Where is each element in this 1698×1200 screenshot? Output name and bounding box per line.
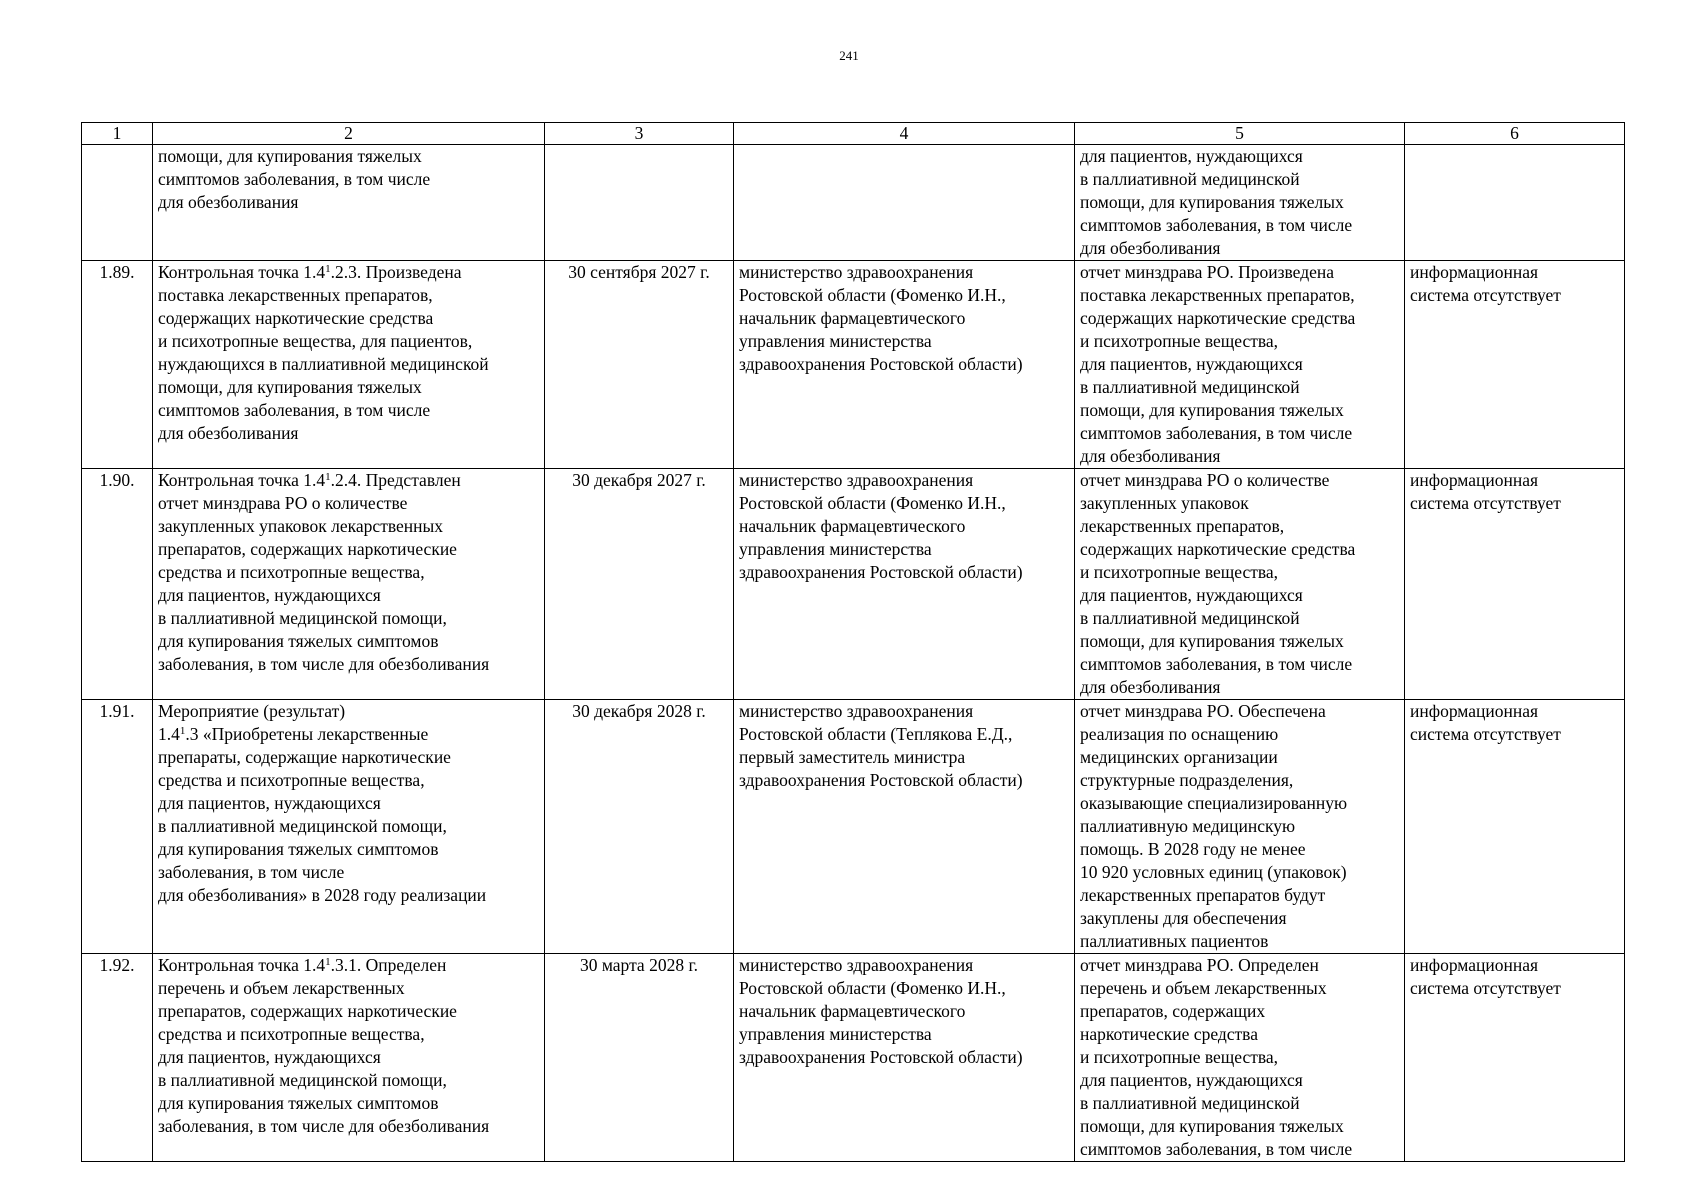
date-cell: 30 декабря 2028 г.: [545, 700, 734, 954]
text-line: заболевания, в том числе для обезболивания: [158, 1116, 490, 1136]
text-line: отчет минздрава РО о количестве: [1080, 470, 1330, 490]
text-line: для пациентов, нуждающихся: [1080, 146, 1303, 166]
text-line: симптомов заболевания, в том числе: [1080, 654, 1353, 674]
text-line: Ростовской области (Теплякова Е.Д.,: [739, 724, 1013, 744]
text-line: средства и психотропные вещества,: [158, 1024, 425, 1044]
description-cell: [153, 469, 545, 700]
responsible-cell: [734, 469, 1075, 700]
text-line: помощи, для купирования тяжелых: [158, 377, 422, 397]
text-line: Контрольная точка $1.4^1.2.3$. Произведена: [158, 262, 462, 282]
info-system-cell: [1405, 261, 1625, 469]
text-line: в паллиативной медицинской: [1080, 377, 1300, 397]
text-line: для пациентов, нуждающихся: [158, 793, 381, 813]
text-line: лекарственных препаратов,: [1080, 516, 1285, 536]
text-line: отчет минздрава РО о количестве: [158, 493, 408, 513]
row-number-cell: 1.91.: [82, 700, 153, 954]
text-line: Мероприятие (результат): [158, 701, 346, 721]
date-cell: 30 марта 2028 г.: [545, 954, 734, 1162]
text-line: здравоохранения Ростовской области): [739, 354, 1023, 374]
text-line: Контрольная точка $1.4^1.2.4$. Представлен: [158, 470, 461, 490]
date-cell: [545, 145, 734, 261]
text-line: закупленных упаковок лекарственных: [158, 516, 444, 536]
header-row: [82, 123, 1625, 145]
text-line: министерство здравоохранения: [739, 955, 974, 975]
text-line: закупленных упаковок: [1080, 493, 1249, 513]
text-line: начальник фармацевтического: [739, 1001, 966, 1021]
table-row: [82, 954, 1625, 1162]
text-line: нуждающихся в паллиативной медицинской: [158, 354, 489, 374]
text-line: начальник фармацевтического: [739, 308, 966, 328]
text-line: управления министерства: [739, 331, 932, 351]
text-line: поставка лекарственных препаратов,: [1080, 285, 1355, 305]
text-line: и психотропные вещества,: [1080, 331, 1279, 351]
text-line: помощь. В 2028 году не менее: [1080, 839, 1306, 859]
text-line: отчет минздрава РО. Обеспечена: [1080, 701, 1326, 721]
text-line: Контрольная точка $1.4^1.3.1$. Определен: [158, 955, 447, 975]
text-line: для обезболивания: [1080, 238, 1221, 258]
header-col-3: 3: [545, 123, 734, 145]
text-line: средства и психотропные вещества,: [158, 770, 425, 790]
header-col-6: 6: [1405, 123, 1625, 145]
text-line: для обезболивания» в 2028 году реализации: [158, 885, 487, 905]
text-line: система отсутствует: [1410, 493, 1561, 513]
text-line: в паллиативной медицинской: [1080, 169, 1300, 189]
text-line: помощи, для купирования тяжелых: [1080, 400, 1344, 420]
header-col-5: 5: [1075, 123, 1405, 145]
page-number: 241: [839, 48, 859, 63]
responsible-cell: [734, 145, 1075, 261]
row-number-cell: 1.89.: [82, 261, 153, 469]
text-line: для купирования тяжелых симптомов: [158, 631, 439, 651]
text-line: здравоохранения Ростовской области): [739, 1047, 1023, 1067]
text-line: закуплены для обеспечения: [1080, 908, 1287, 928]
text-line: система отсутствует: [1410, 978, 1561, 998]
text-line: паллиативную медицинскую: [1080, 816, 1296, 836]
text-line: первый заместитель министра: [739, 747, 966, 767]
info-system-cell: [1405, 469, 1625, 700]
document-cell: [1075, 469, 1405, 700]
text-line: информационная: [1410, 470, 1539, 490]
text-line: Ростовской области (Фоменко И.Н.,: [739, 978, 1006, 998]
superscript: 1: [325, 956, 331, 968]
text-line: отчет минздрава РО. Определен: [1080, 955, 1319, 975]
text-line: в паллиативной медицинской: [1080, 608, 1300, 628]
text-line: в паллиативной медицинской помощи,: [158, 1070, 447, 1090]
text-line: перечень и объем лекарственных: [1080, 978, 1327, 998]
text-line: здравоохранения Ростовской области): [739, 562, 1023, 582]
responsible-cell: [734, 700, 1075, 954]
info-system-cell: [1405, 700, 1625, 954]
text-line: препараты, содержащие наркотические: [158, 747, 451, 767]
text-line: Ростовской области (Фоменко И.Н.,: [739, 493, 1006, 513]
text-line: $1.4^1.3$ «Приобретены лекарственные: [158, 724, 429, 744]
text-line: система отсутствует: [1410, 724, 1561, 744]
text-line: симптомов заболевания, в том числе: [158, 169, 431, 189]
text-line: заболевания, в том числе для обезболивания: [158, 654, 490, 674]
text-line: для пациентов, нуждающихся: [158, 1047, 381, 1067]
description-cell: [153, 700, 545, 954]
text-line: здравоохранения Ростовской области): [739, 770, 1023, 790]
document-cell: [1075, 700, 1405, 954]
text-line: медицинских организации: [1080, 747, 1278, 767]
text-line: управления министерства: [739, 1024, 932, 1044]
text-line: для обезболивания: [158, 423, 299, 443]
text-line: содержащих наркотические средства: [158, 308, 434, 328]
text-line: для обезболивания: [158, 192, 299, 212]
text-line: система отсутствует: [1410, 285, 1561, 305]
row-number-cell: 1.90.: [82, 469, 153, 700]
text-line: реализация по оснащению: [1080, 724, 1279, 744]
text-line: информационная: [1410, 955, 1539, 975]
text-line: информационная: [1410, 262, 1539, 282]
text-line: для пациентов, нуждающихся: [1080, 1070, 1303, 1090]
text-line: для купирования тяжелых симптомов: [158, 1093, 439, 1113]
superscript: 1: [179, 725, 186, 737]
text-line: помощи, для купирования тяжелых: [1080, 192, 1344, 212]
text-line: для пациентов, нуждающихся: [158, 585, 381, 605]
header-col-2: 2: [153, 123, 545, 145]
text-line: в паллиативной медицинской: [1080, 1093, 1300, 1113]
text-line: паллиативных пациентов: [1080, 931, 1269, 951]
text-line: помощи, для купирования тяжелых: [1080, 1116, 1344, 1136]
text-line: поставка лекарственных препаратов,: [158, 285, 433, 305]
document-cell: [1075, 145, 1405, 261]
text-line: министерство здравоохранения: [739, 262, 974, 282]
description-cell: [153, 261, 545, 469]
text-line: для обезболивания: [1080, 446, 1221, 466]
text-line: содержащих наркотические средства: [1080, 539, 1356, 559]
text-line: для обезболивания: [1080, 677, 1221, 697]
text-line: симптомов заболевания, в том числе: [1080, 1139, 1353, 1159]
document-cell: [1075, 954, 1405, 1162]
text-line: в паллиативной медицинской помощи,: [158, 608, 447, 628]
text-line: отчет минздрава РО. Произведена: [1080, 262, 1335, 282]
superscript: 1: [325, 471, 331, 483]
text-line: средства и психотропные вещества,: [158, 562, 425, 582]
text-line: министерство здравоохранения: [739, 701, 974, 721]
text-line: и психотропные вещества, для пациентов,: [158, 331, 473, 351]
header-col-1: 1: [82, 123, 153, 145]
date-cell: 30 сентября 2027 г.: [545, 261, 734, 469]
table-row: [82, 145, 1625, 261]
superscript: 1: [325, 263, 331, 275]
table-row: [82, 700, 1625, 954]
table-row: [82, 469, 1625, 700]
description-cell: [153, 954, 545, 1162]
text-line: лекарственных препаратов будут: [1080, 885, 1326, 905]
text-line: Ростовской области (Фоменко И.Н.,: [739, 285, 1006, 305]
header-col-4: 4: [734, 123, 1075, 145]
text-line: начальник фармацевтического: [739, 516, 966, 536]
text-line: препаратов, содержащих: [1080, 1001, 1266, 1021]
text-line: оказывающие специализированную: [1080, 793, 1348, 813]
text-line: управления министерства: [739, 539, 932, 559]
row-number-cell: [82, 145, 153, 261]
text-line: для купирования тяжелых симптомов: [158, 839, 439, 859]
text-line: помощи, для купирования тяжелых: [1080, 631, 1344, 651]
text-line: симптомов заболевания, в том числе: [158, 400, 431, 420]
text-line: для пациентов, нуждающихся: [1080, 354, 1303, 374]
text-line: министерство здравоохранения: [739, 470, 974, 490]
text-line: препаратов, содержащих наркотические: [158, 539, 457, 559]
text-line: структурные подразделения,: [1080, 770, 1294, 790]
text-line: в паллиативной медицинской помощи,: [158, 816, 447, 836]
plan-table: [81, 122, 1625, 1162]
description-cell: [153, 145, 545, 261]
responsible-cell: [734, 954, 1075, 1162]
text-line: содержащих наркотические средства: [1080, 308, 1356, 328]
text-line: симптомов заболевания, в том числе: [1080, 215, 1353, 235]
text-line: перечень и объем лекарственных: [158, 978, 405, 998]
text-line: и психотропные вещества,: [1080, 562, 1279, 582]
text-line: и психотропные вещества,: [1080, 1047, 1279, 1067]
info-system-cell: [1405, 954, 1625, 1162]
row-number-cell: 1.92.: [82, 954, 153, 1162]
text-line: заболевания, в том числе: [158, 862, 345, 882]
responsible-cell: [734, 261, 1075, 469]
text-line: информационная: [1410, 701, 1539, 721]
info-system-cell: [1405, 145, 1625, 261]
text-line: помощи, для купирования тяжелых: [158, 146, 422, 166]
text-line: 10 920 условных единиц (упаковок): [1080, 862, 1347, 882]
text-line: для пациентов, нуждающихся: [1080, 585, 1303, 605]
date-cell: 30 декабря 2027 г.: [545, 469, 734, 700]
text-line: симптомов заболевания, в том числе: [1080, 423, 1353, 443]
text-line: препаратов, содержащих наркотические: [158, 1001, 457, 1021]
table-row: [82, 261, 1625, 469]
text-line: наркотические средства: [1080, 1024, 1258, 1044]
document-cell: [1075, 261, 1405, 469]
